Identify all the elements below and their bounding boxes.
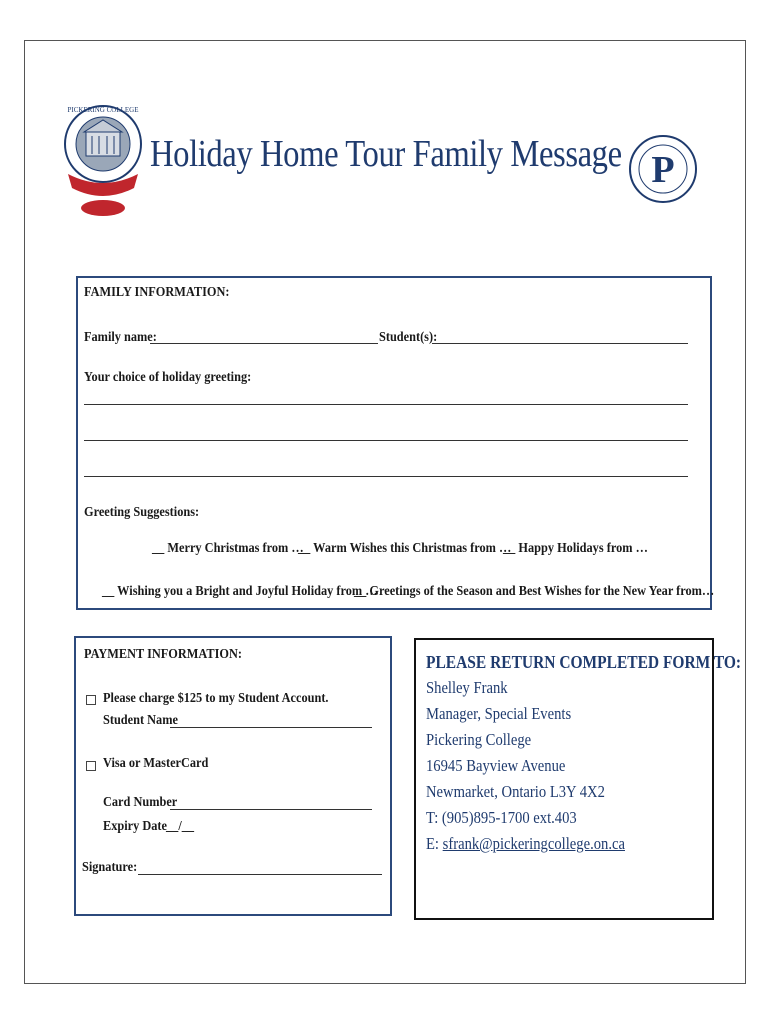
expiry-date-label: Expiry Date [103, 819, 167, 834]
return-heading: PLEASE RETURN COMPLETED FORM TO: [426, 652, 742, 672]
signature-field[interactable] [138, 874, 382, 875]
contact-role: Manager, Special Events [426, 704, 572, 723]
family-name-field[interactable] [150, 343, 378, 344]
family-name-label: Family name: [84, 330, 157, 345]
family-information-heading: FAMILY INFORMATION: [84, 285, 230, 300]
expiry-date-field[interactable]: __/__ [166, 819, 195, 834]
contact-name: Shelley Frank [426, 678, 508, 697]
suggestion-bright-joyful[interactable]: __ Wishing you a Bright and Joyful Holiday from … [102, 584, 378, 599]
charge-account-checkbox[interactable] [86, 695, 96, 705]
page-title: Holiday Home Tour Family Message [150, 133, 622, 175]
email-prefix: E: [426, 834, 439, 853]
return-address-box [414, 638, 742, 920]
student-name-field[interactable] [170, 727, 372, 728]
suggestion-season-greetings[interactable]: __ Greetings of the Season and Best Wishes for the New Year from… [354, 584, 715, 599]
greeting-suggestions-label: Greeting Suggestions: [84, 505, 200, 520]
suggestion-merry-christmas[interactable]: __ Merry Christmas from … [152, 541, 304, 556]
card-payment-label: Visa or MasterCard [103, 756, 209, 771]
suggestion-warm-wishes[interactable]: __ Warm Wishes this Christmas from … [298, 541, 512, 556]
payment-information-heading: PAYMENT INFORMATION: [84, 647, 243, 662]
students-label: Student(s): [379, 330, 438, 345]
greeting-choice-label: Your choice of holiday greeting: [84, 370, 252, 385]
card-payment-checkbox[interactable] [86, 761, 96, 771]
card-number-label: Card Number [103, 795, 178, 810]
family-information-box [76, 276, 715, 610]
contact-street: 16945 Bayview Avenue [426, 756, 566, 775]
students-field[interactable] [432, 343, 688, 344]
greeting-line-3[interactable] [84, 476, 688, 477]
contact-organization: Pickering College [426, 730, 532, 749]
email-link[interactable]: sfrank@pickeringcollege.on.ca [442, 834, 625, 853]
greeting-line-1[interactable] [84, 404, 688, 405]
contact-email-line [426, 834, 625, 854]
suggestion-happy-holidays[interactable]: __ Happy Holidays from … [503, 541, 648, 556]
contact-phone: T: (905)895-1700 ext.403 [426, 808, 577, 827]
svg-text:PICKERING COLLEGE: PICKERING COLLEGE [67, 106, 139, 114]
card-number-field[interactable] [170, 809, 372, 810]
pickering-college-seal-icon [62, 96, 144, 224]
contact-city: Newmarket, Ontario L3Y 4X2 [426, 782, 605, 801]
svg-text:P: P [651, 149, 675, 191]
charge-account-label: Please charge $125 to my Student Account. [103, 691, 329, 706]
greeting-line-2[interactable] [84, 440, 688, 441]
signature-label: Signature: [82, 860, 138, 875]
association-p-seal-icon [628, 116, 698, 222]
student-name-label: Student Name [103, 713, 178, 728]
